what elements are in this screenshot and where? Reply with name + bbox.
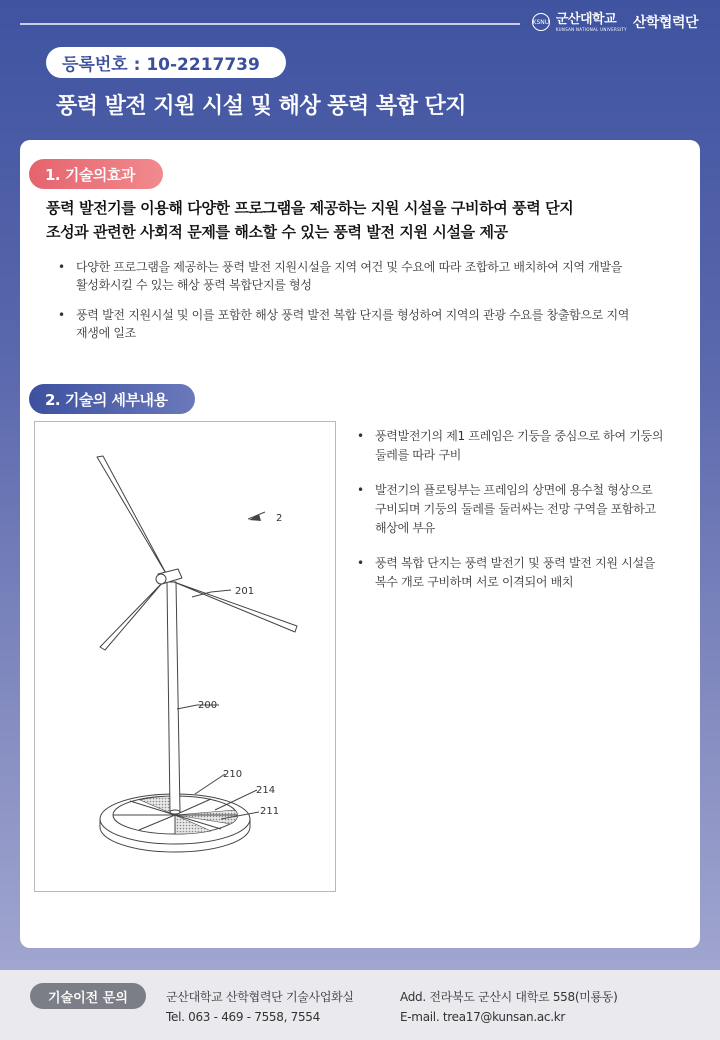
university-brand xyxy=(532,12,698,32)
list-item: • 발전기의 플로팅부는 프레임의 상면에 용수철 형상으로 구비되며 기둥의 둘레를 둘러싸는 전망 구역을 포함하고 해상에 부유 xyxy=(357,481,682,538)
label-200: 200 xyxy=(198,700,218,711)
university-name: 군산대학교 xyxy=(555,11,617,27)
wind-turbine-drawing xyxy=(35,422,335,891)
department-name: 산학협력단 xyxy=(632,15,698,31)
label-211: 211 xyxy=(260,806,280,817)
label-214: 214 xyxy=(256,785,276,796)
section-effects-label: 1. 기술의효과 xyxy=(29,159,163,189)
list-item: • 풍력발전기의 제1 프레임은 기둥을 중심으로 하여 기둥의 둘레를 따라 구비 xyxy=(357,427,682,465)
list-item: • 풍력 발전 지원시설 및 이를 포함한 해상 풍력 발전 복합 단지를 형성하여 지역의 관광 수요를 창출함으로 지역 재생에 일조 xyxy=(58,306,668,342)
effects-bullet-list xyxy=(58,258,668,354)
email: E-mail. trea17@kunsan.ac.kr xyxy=(400,1010,565,1024)
label-201: 201 xyxy=(235,586,255,597)
effects-summary: 풍력 발전기를 이용해 다양한 프로그램을 제공하는 지원 시설을 구비하여 풍력 단지 조성과 관련한 사회적 문제를 해소할 수 있는 풍력 발전 지원 시설을 제공 xyxy=(46,199,574,241)
address: Add. 전라북도 군산시 대학로 558(미룡동) xyxy=(400,990,618,1004)
phone-number: Tel. 063 - 469 - 7558, 7554 xyxy=(166,1010,320,1024)
footer xyxy=(0,970,720,1040)
label-210: 210 xyxy=(223,769,243,780)
list-item: • 다양한 프로그램을 제공하는 풍력 발전 지원시설을 지역 여건 및 수요에 따라 조합하고 배치하여 지역 개발을 활성화시킬 수 있는 해상 풍력 복합단지를 형성 xyxy=(58,258,668,294)
wind-turbine-figure xyxy=(34,421,336,892)
university-name-en: KUNSAN NATIONAL UNIVERSITY xyxy=(555,26,627,32)
office-name: 군산대학교 산학협력단 기술사업화실 xyxy=(166,990,354,1004)
university-seal-icon: KSNU xyxy=(532,13,550,31)
details-bullet-list xyxy=(357,427,682,608)
contact-label: 기술이전 문의 xyxy=(30,983,146,1009)
registration-number: 등록번호 : 10-2217739 xyxy=(46,47,286,78)
header-rule xyxy=(20,23,520,25)
label-2: 2 xyxy=(276,513,283,524)
content-card xyxy=(20,140,700,948)
list-item: • 풍력 복합 단지는 풍력 발전기 및 풍력 발전 지원 시설을 복수 개로 구비하며 서로 이격되어 배치 xyxy=(357,554,682,592)
section-details-label: 2. 기술의 세부내용 xyxy=(29,384,195,414)
page-title: 풍력 발전 지원 시설 및 해상 풍력 복합 단지 xyxy=(56,94,467,119)
